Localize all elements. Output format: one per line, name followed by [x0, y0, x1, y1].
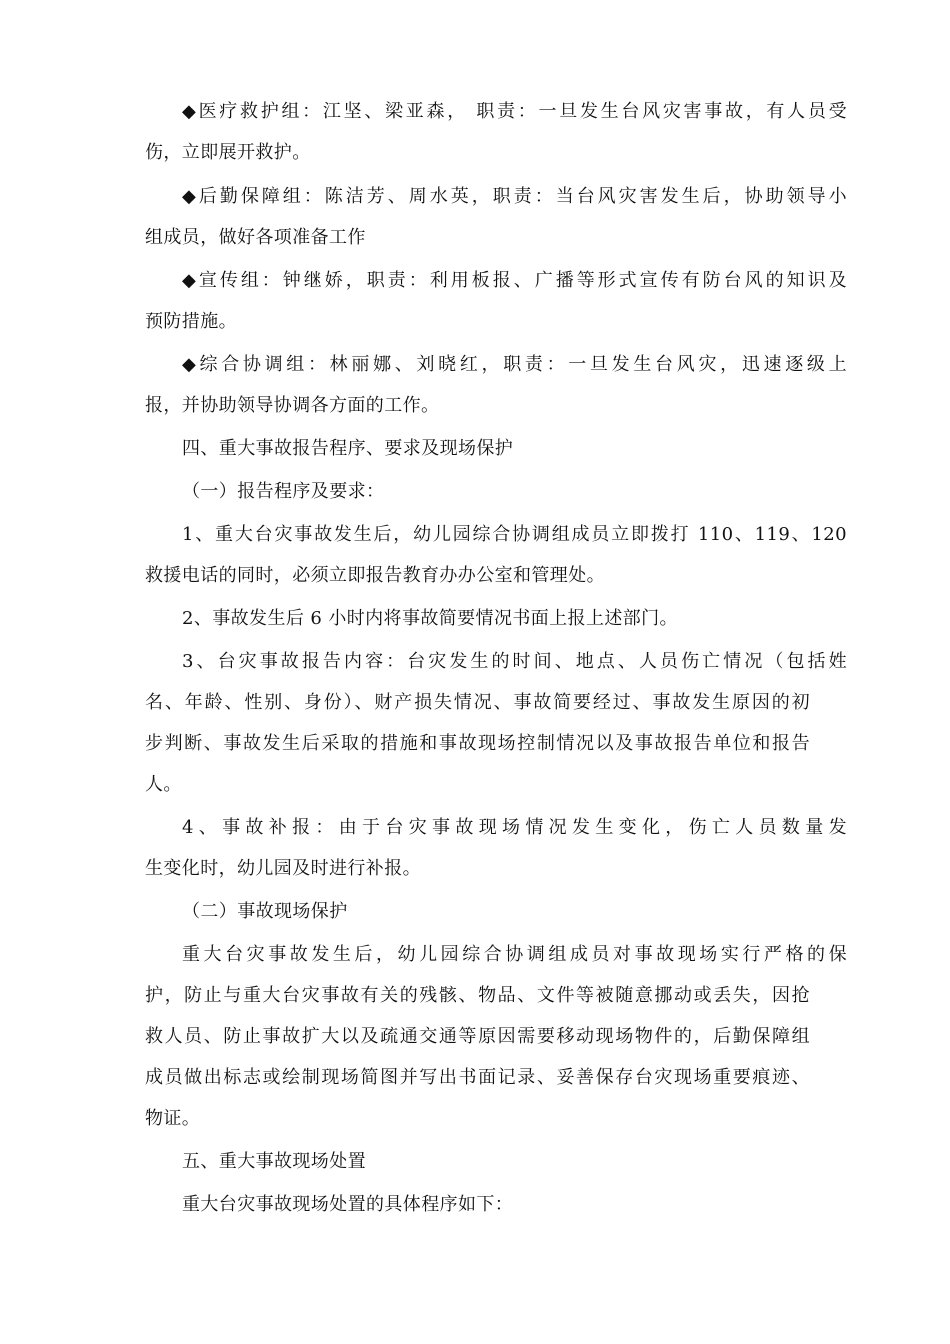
paragraph-line: 2、事故发生后 6 小时内将事故简要情况书面上报上述部门。 [182, 608, 678, 629]
paragraph-line: 伤，立即展开救护。 [145, 142, 311, 163]
paragraph-line: ◆医疗救护组：江坚、梁亚森， 职责：一旦发生台风灾害事故，有人员受 [182, 101, 847, 122]
paragraph-line: 组成员，做好各项准备工作 [145, 227, 366, 248]
paragraph-line: 重大台灾事故发生后，幼儿园综合协调组成员对事故现场实行严格的保 [182, 944, 847, 965]
paragraph-line: 物证。 [145, 1108, 201, 1129]
paragraph-line: 3、台灾事故报告内容：台灾发生的时间、地点、人员伤亡情况（包括姓 [182, 651, 847, 672]
paragraph-line: 步判断、事故发生后采取的措施和事故现场控制情况以及事故报告单位和报告 [145, 733, 810, 754]
paragraph-line: 生变化时，幼儿园及时进行补报。 [145, 858, 421, 879]
paragraph-line: 1、重大台灾事故发生后，幼儿园综合协调组成员立即拨打 110、119、120 [182, 524, 847, 545]
paragraph-line: 名、年龄、性别、身份）、财产损失情况、事故简要经过、事故发生原因的初 [145, 692, 810, 713]
paragraph-line: ◆后勤保障组：陈洁芳、周水英，职责：当台风灾害发生后，协助领导小 [182, 186, 847, 207]
paragraph-line: 预防措施。 [145, 311, 237, 332]
paragraph-line: 4、事故补报：由于台灾事故现场情况发生变化，伤亡人员数量发 [182, 817, 847, 838]
paragraph-line: 护，防止与重大台灾事故有关的残骸、物品、文件等被随意挪动或丢失，因抢 [145, 985, 810, 1006]
paragraph-line: ◆宣传组：钟继娇，职责：利用板报、广播等形式宣传有防台风的知识及 [182, 270, 847, 291]
paragraph-line: （一）报告程序及要求： [182, 481, 385, 502]
paragraph-line: 人。 [145, 774, 182, 795]
paragraph-line: 五、重大事故现场处置 [182, 1151, 366, 1172]
paragraph-line: 救援电话的同时，必须立即报告教育办办公室和管理处。 [145, 565, 605, 586]
paragraph-line: 重大台灾事故现场处置的具体程序如下： [182, 1194, 514, 1215]
paragraph-line: 报，并协助领导协调各方面的工作。 [145, 395, 440, 416]
paragraph-line: 成员做出标志或绘制现场简图并写出书面记录、妥善保存台灾现场重要痕迹、 [145, 1067, 810, 1088]
paragraph-line: 救人员、防止事故扩大以及疏通交通等原因需要移动现场物件的，后勤保障组 [145, 1026, 810, 1047]
paragraph-line: 四、重大事故报告程序、要求及现场保护 [182, 438, 514, 459]
paragraph-line: （二）事故现场保护 [182, 901, 348, 922]
paragraph-line: ◆综合协调组：林丽娜、刘晓红，职责：一旦发生台风灾，迅速逐级上 [182, 354, 847, 375]
